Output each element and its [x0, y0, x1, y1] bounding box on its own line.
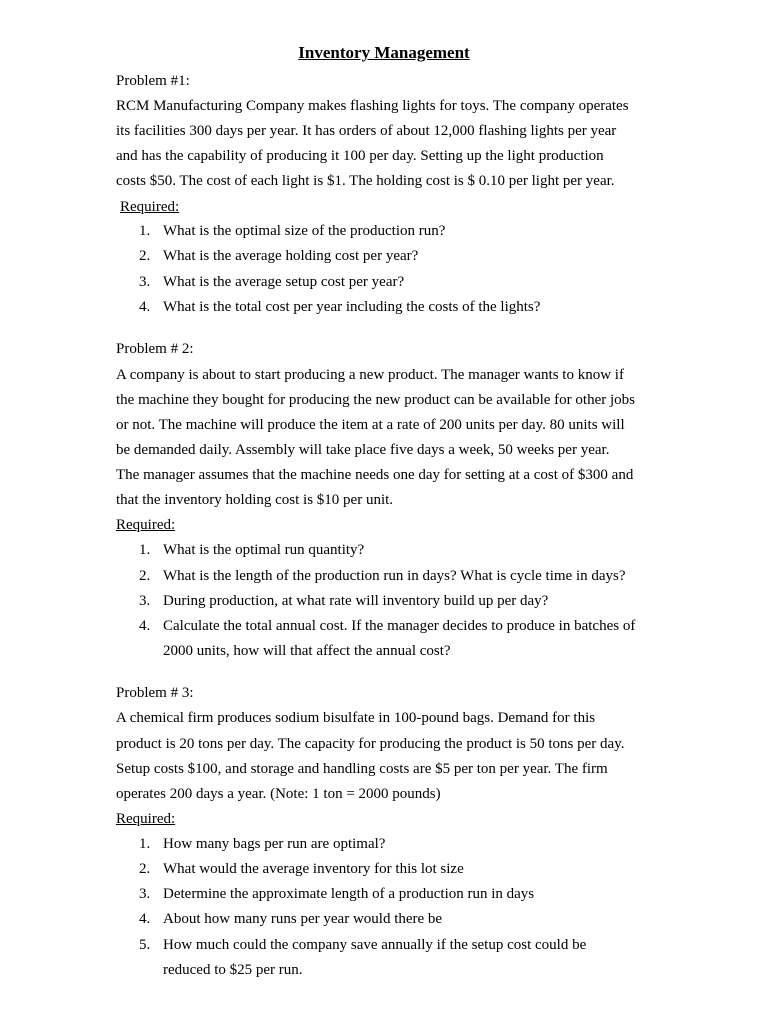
- problem-1-text-line: and has the capability of producing it 100 per day. Setting up the light production: [116, 148, 604, 164]
- problem-3-text-line: A chemical firm produces sodium bisulfate in 100-pound bags. Demand for this: [116, 710, 596, 726]
- problem-3-text-line: product is 20 tons per day. The capacity for producing the product is 50 tons per day.: [116, 736, 625, 752]
- problem-2-text-line: be demanded daily. Assembly will take place five days a week, 50 weeks per year.: [116, 442, 610, 458]
- problem-1-heading: Problem #1:: [116, 73, 190, 89]
- problem-3-required-label: Required:: [116, 811, 176, 827]
- document-title: Inventory Management: [298, 43, 470, 62]
- problem-1-question: 2. What is the average holding cost per year?: [139, 248, 419, 264]
- problem-2-text-line: the machine they bought for producing the new product can be available for other jobs: [116, 392, 635, 408]
- problem-3-question: 5. How much could the company save annually if the setup cost could be: [139, 937, 587, 953]
- problem-1-required-label: Required:: [120, 199, 180, 215]
- problem-2-question: 4. Calculate the total annual cost. If the manager decides to produce in batches of: [139, 618, 636, 634]
- problem-2-question-continuation: 2000 units, how will that affect the annual cost?: [163, 643, 451, 659]
- problem-1-text-line: its facilities 300 days per year. It has orders of about 12,000 flashing lights per year: [116, 123, 617, 139]
- problem-3-text-line: Setup costs $100, and storage and handling costs are $5 per ton per year. The firm: [116, 761, 608, 777]
- problem-2-required-label: Required:: [116, 517, 176, 533]
- problem-2-question: 3. During production, at what rate will inventory build up per day?: [139, 593, 549, 609]
- problem-2-text-line: or not. The machine will produce the item at a rate of 200 units per day. 80 units will: [116, 417, 625, 433]
- problem-2-question: 1. What is the optimal run quantity?: [139, 542, 365, 558]
- problem-3-question: 2. What would the average inventory for this lot size: [139, 861, 464, 877]
- problem-2-text-line: The manager assumes that the machine needs one day for setting at a cost of $300 and: [116, 467, 634, 483]
- problem-3-question: 3. Determine the approximate length of a production run in days: [139, 886, 535, 902]
- problem-2-text-line: that the inventory holding cost is $10 per unit.: [116, 492, 394, 508]
- problem-3-question: 1. How many bags per run are optimal?: [139, 836, 386, 852]
- problem-1-question: 1. What is the optimal size of the production run?: [139, 223, 446, 239]
- problem-3-question: 4. About how many runs per year would there be: [139, 911, 443, 927]
- problem-3-heading: Problem # 3:: [116, 685, 194, 701]
- problem-3-question-continuation: reduced to $25 per run.: [163, 962, 303, 978]
- problem-3-text-line: operates 200 days a year. (Note: 1 ton = 2000 pounds): [116, 786, 441, 802]
- problem-1-question: 4. What is the total cost per year including the costs of the lights?: [139, 299, 541, 315]
- problem-2-text-line: A company is about to start producing a new product. The manager wants to know if: [116, 367, 624, 383]
- problem-2-heading: Problem # 2:: [116, 341, 194, 357]
- problem-2-question: 2. What is the length of the production run in days? What is cycle time in days?: [139, 568, 626, 584]
- problem-1-text-line: RCM Manufacturing Company makes flashing lights for toys. The company operates: [116, 98, 629, 114]
- problem-1-question: 3. What is the average setup cost per year?: [139, 274, 405, 290]
- problem-1-text-line: costs $50. The cost of each light is $1. The holding cost is $ 0.10 per light per year.: [116, 173, 615, 189]
